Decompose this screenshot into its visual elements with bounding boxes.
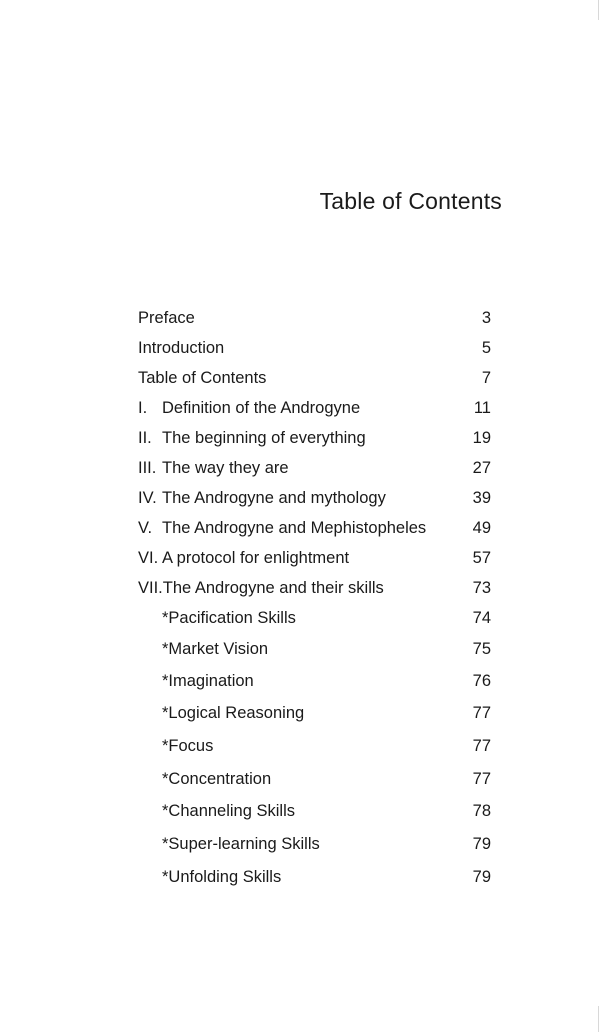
toc-entry-label: A protocol for enlightment [162,549,350,567]
toc-entry [138,308,491,328]
toc-entry [138,458,491,478]
toc-entry [138,518,491,538]
toc-entry-title [138,703,304,723]
toc-entry [138,834,491,854]
toc-entry-page-number: 75 [472,640,491,658]
toc-entry-page-number: 57 [472,549,491,567]
toc-entry-page-number: 78 [472,802,491,820]
toc-entry-page-number: 79 [472,868,491,886]
toc-entry-title [138,834,320,854]
toc-entry-title [138,867,281,887]
toc-entry-title [138,548,349,568]
toc-entry [138,769,491,789]
toc-entry-page-number: 49 [472,519,491,537]
toc-entry [138,338,491,358]
toc-entry [138,428,491,448]
toc-entry-label: Definition of the Androgyne [162,399,361,417]
toc-entry-page-number: 79 [472,835,491,853]
toc-entry-page-number: 27 [472,459,491,477]
toc-entry-label: *Unfolding Skills [162,868,282,886]
toc-entry [138,488,491,508]
toc-entry [138,398,491,418]
toc-entry [138,801,491,821]
toc-entry-page-number: 5 [481,339,491,357]
toc-entry-number: IV. [138,489,157,507]
toc-entry-label: *Pacification Skills [162,609,296,627]
toc-entry-number: VII. [138,579,163,597]
toc-entry-title [138,736,213,756]
toc-entry [138,368,491,388]
toc-entry [138,578,491,598]
toc-entry-label: *Channeling Skills [162,802,295,820]
toc-entry-number: V. [138,519,153,537]
toc-entry-label: *Imagination [162,672,254,690]
toc-entry-label: *Logical Reasoning [162,704,305,722]
toc-entry-page-number: 77 [472,737,491,755]
toc-entry-label: Table of Contents [138,369,267,387]
toc-entry-title [138,368,266,388]
page-edge-mark-top [598,0,599,20]
toc-entry-page-number: 3 [481,309,491,327]
toc-entry-title [138,428,366,448]
toc-entry-number: III. [138,459,157,477]
toc-entry-number: I. [138,399,148,417]
toc-entry-title [138,608,296,628]
toc-entry-label: *Super-learning Skills [162,835,320,853]
toc-entry [138,639,491,659]
toc-entry-label: The Androgyne and mythology [162,489,386,507]
toc-entry-label: The way they are [162,459,289,477]
toc-entry-title [138,488,386,508]
toc-entry-page-number: 19 [472,429,491,447]
toc-entry [138,671,491,691]
toc-entry-page-number: 77 [472,770,491,788]
toc-entry-page-number: 77 [472,704,491,722]
toc-entry-label: Introduction [138,339,225,357]
toc-entry-page-number: 76 [472,672,491,690]
toc-entry-title [138,518,426,538]
toc-entry-label: The Androgyne and their skills [162,579,384,597]
toc-entry-page-number: 39 [472,489,491,507]
toc-entry [138,867,491,887]
toc-entry-title [138,801,295,821]
toc-entry-title [138,671,254,691]
toc-entry-title [138,308,195,328]
page-title: Table of Contents [319,188,502,214]
toc-entry-label: The beginning of everything [162,429,366,447]
toc-entry-number: VI. [138,549,159,567]
toc-entry-label: Preface [138,309,195,327]
toc-entry-page-number: 7 [481,369,491,387]
toc-entry-title [138,769,271,789]
toc-entry-title [138,338,224,358]
toc-entry-title [138,398,360,418]
toc-entry-page-number: 73 [472,579,491,597]
toc-entry-page-number: 11 [473,399,491,417]
toc-entry-label: *Focus [162,737,214,755]
toc-entry [138,608,491,628]
toc-entry-title [138,578,384,598]
toc-entry [138,548,491,568]
page-edge-mark-bottom [598,1006,599,1032]
toc-entry-title [138,458,289,478]
toc-entry-number: II. [138,429,152,447]
toc-entry-page-number: 74 [472,609,491,627]
toc-entry-title [138,639,268,659]
toc-entry [138,703,491,723]
toc-entry [138,736,491,756]
toc-entry-label: *Market Vision [162,640,269,658]
toc-entry-label: *Concentration [162,770,272,788]
toc-entry-label: The Androgyne and Mephistopheles [162,519,427,537]
